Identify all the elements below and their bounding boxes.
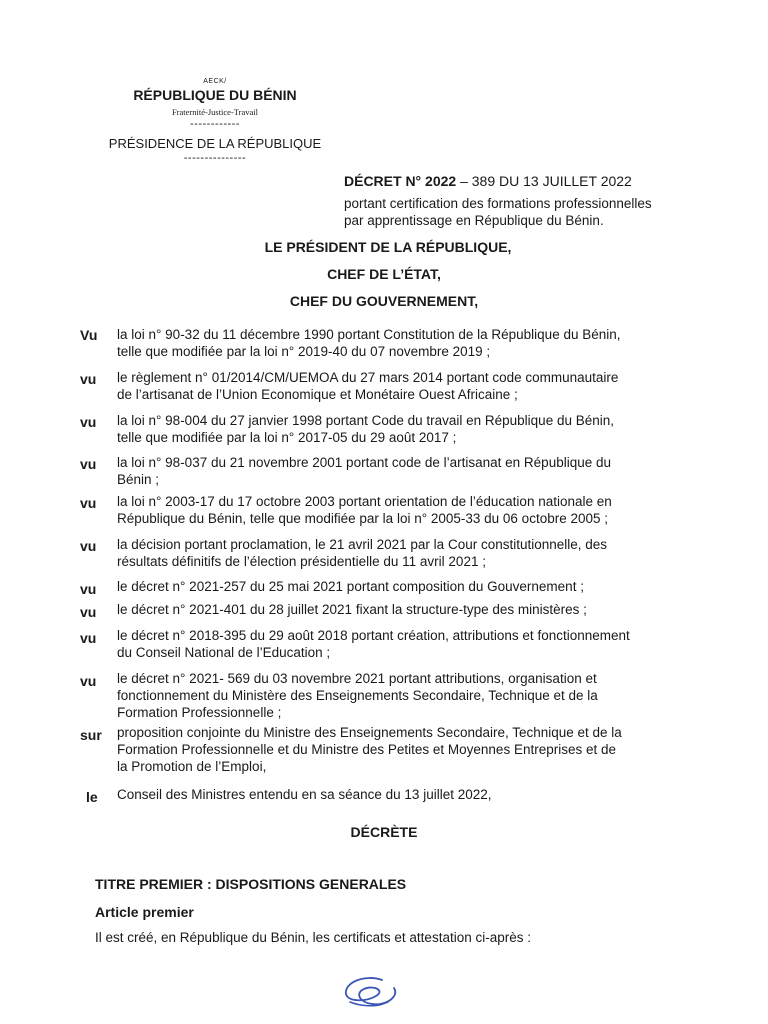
consideration-line: le décret n° 2021-257 du 25 mai 2021 portant composition du Gouvernement ; xyxy=(117,579,584,594)
consideration-text xyxy=(117,578,695,595)
consideration-label: vu xyxy=(80,371,97,387)
consideration-text xyxy=(117,670,695,721)
consideration-label: vu xyxy=(80,495,97,511)
authority-title: CHEF DU GOUVERNEMENT, xyxy=(289,293,479,309)
consideration-text xyxy=(117,786,695,803)
consideration-line: le décret n° 2018-395 du 29 août 2018 portant création, attributions et fonctionnement xyxy=(117,628,630,643)
header-separator: --------------- xyxy=(183,152,247,164)
consideration-text xyxy=(117,369,695,403)
consideration-text xyxy=(117,326,695,360)
consideration-label: le xyxy=(86,789,98,805)
consideration-text xyxy=(117,627,695,661)
authority-title: LE PRÉSIDENT DE LA RÉPUBLIQUE, xyxy=(264,239,512,255)
consideration-text xyxy=(117,601,695,618)
consideration-line: Conseil des Ministres entendu en sa séance du 13 juillet 2022, xyxy=(117,787,492,802)
consideration-line: la loi n° 2003-17 du 17 octobre 2003 portant orientation de l’éducation nationale en xyxy=(117,494,612,509)
consideration-label: vu xyxy=(80,538,97,554)
article-heading: Article premier xyxy=(95,904,194,920)
decree-title xyxy=(344,173,632,189)
consideration-line: la Promotion de l’Emploi, xyxy=(117,759,267,774)
decree-subject-line: portant certification des formations professionnelles xyxy=(344,196,652,211)
decree-number: DÉCRET N° 2022 xyxy=(344,173,457,189)
initials-signature-icon xyxy=(336,972,406,1017)
consideration-line: résultats définitifs de l’élection présidentielle du 11 avril 2021 ; xyxy=(117,554,486,569)
decree-date: – 389 DU 13 JUILLET 2022 xyxy=(456,173,632,189)
consideration-line: fonctionnement du Ministère des Enseignements Secondaire, Technique et de la xyxy=(117,688,598,703)
republic-name: RÉPUBLIQUE DU BÉNIN xyxy=(133,87,297,103)
consideration-label: Vu xyxy=(80,327,98,343)
consideration-line: le règlement n° 01/2014/CM/UEMOA du 27 mars 2014 portant code communautaire xyxy=(117,370,619,385)
consideration-label: vu xyxy=(80,581,97,597)
consideration-line: de l’artisanat de l’Union Economique et Monétaire Ouest Africaine ; xyxy=(117,387,518,402)
decree-subject xyxy=(344,195,734,229)
consideration-label: vu xyxy=(80,604,97,620)
header-separator: ------------ xyxy=(190,118,240,130)
consideration-line: la loi n° 98-037 du 21 novembre 2001 portant code de l’artisanat en République du xyxy=(117,455,611,470)
consideration-line: telle que modifiée par la loi n° 2019-40 du 07 novembre 2019 ; xyxy=(117,344,491,359)
consideration-label: vu xyxy=(80,630,97,646)
consideration-label: sur xyxy=(80,727,102,743)
national-motto: Fraternité-Justice-Travail xyxy=(171,107,259,117)
consideration-text xyxy=(117,536,695,570)
article-text: Il est créé, en République du Bénin, les certificats et attestation ci-après : xyxy=(95,930,531,945)
consideration-label: vu xyxy=(80,673,97,689)
consideration-line: la loi n° 98-004 du 27 janvier 1998 portant Code du travail en République du Bénin, xyxy=(117,413,614,428)
consideration-line: proposition conjointe du Ministre des Enseignements Secondaire, Technique et de la xyxy=(117,725,622,740)
consideration-line: la loi n° 90-32 du 11 décembre 1990 portant Constitution de la République du Bénin, xyxy=(117,327,621,342)
consideration-text xyxy=(117,412,695,446)
consideration-line: Formation Professionnelle ; xyxy=(117,705,282,720)
decree-subject-line: par apprentissage en République du Bénin. xyxy=(344,213,604,228)
consideration-line: République du Bénin, telle que modifiée par la loi n° 2005-33 du 06 octobre 2005 ; xyxy=(117,511,608,526)
consideration-line: le décret n° 2021- 569 du 03 novembre 2021 portant attributions, organisation et xyxy=(117,671,597,686)
consideration-label: vu xyxy=(80,456,97,472)
authority-title: CHEF DE L’ÉTAT, xyxy=(327,266,441,282)
consideration-label: vu xyxy=(80,414,97,430)
consideration-line: Formation Professionnelle et du Ministre des Petites et Moyennes Entreprises et de xyxy=(117,742,616,757)
consideration-line: la décision portant proclamation, le 21 avril 2021 par la Cour constitutionnelle, des xyxy=(117,537,608,552)
presidency-name: PRÉSIDENCE DE LA RÉPUBLIQUE xyxy=(108,136,322,151)
title-heading: TITRE PREMIER : DISPOSITIONS GENERALES xyxy=(95,876,407,892)
consideration-line: Bénin ; xyxy=(117,472,160,487)
header-reference: AECK/ xyxy=(203,78,227,85)
consideration-text xyxy=(117,493,695,527)
consideration-line: du Conseil National de l’Education ; xyxy=(117,645,331,660)
consideration-line: telle que modifiée par la loi n° 2017-05 du 29 août 2017 ; xyxy=(117,430,457,445)
consideration-text xyxy=(117,454,695,488)
consideration-line: le décret n° 2021-401 du 28 juillet 2021 fixant la structure-type des ministères ; xyxy=(117,602,587,617)
consideration-text xyxy=(117,724,695,775)
decrete-heading: DÉCRÈTE xyxy=(350,824,418,840)
